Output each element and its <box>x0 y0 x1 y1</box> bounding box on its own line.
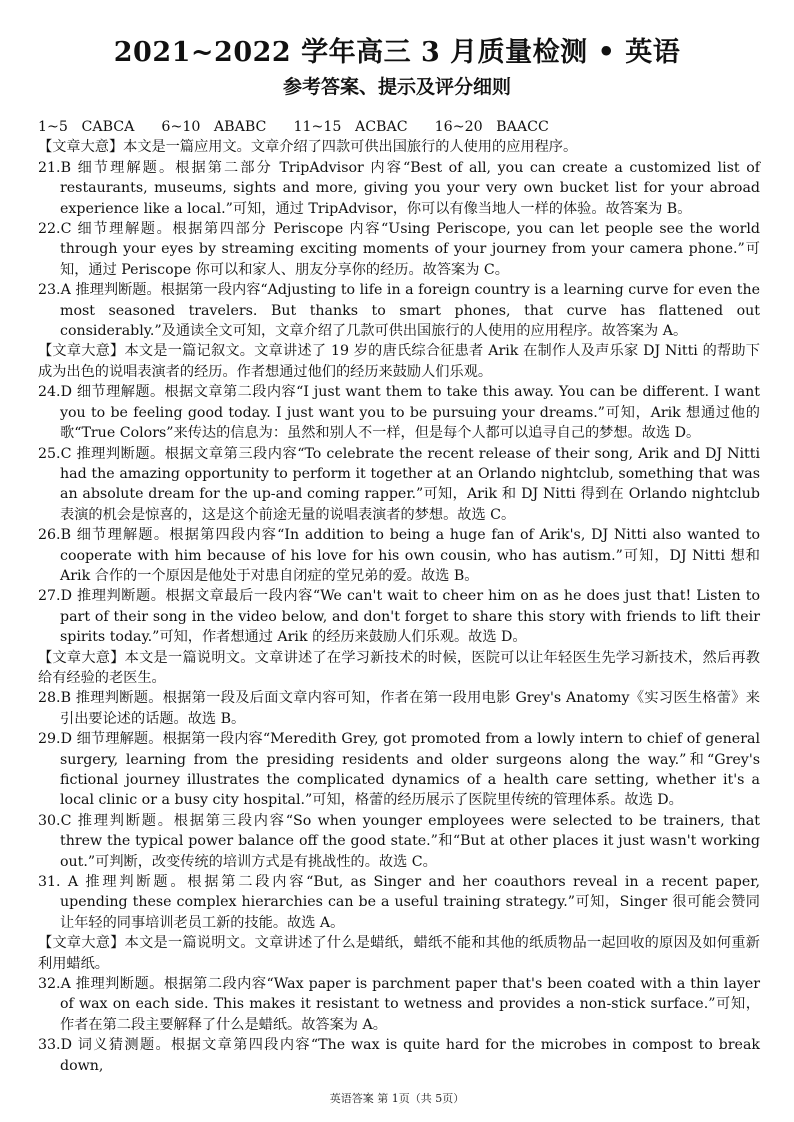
page-subtitle: 参考答案、提示及评分细则 <box>282 76 511 98</box>
summary-1: 【文章大意】本文是一篇应用文。文章介绍了四款可供出国旅行的人使用的应用程序。 <box>38 139 578 156</box>
answer-body <box>38 117 760 1076</box>
answer-22: 22.C 细节理解题。根据第四部分 Periscope 内容“Using Periscope, you can let people see the world through your eyes by streaming exciting moments of your journey from your camera phone.”可知，通过 Periscope 你可以和家人、朋友分享你的经历。故答案为 C。 <box>38 221 760 278</box>
answer-26: 26.B 细节理解题。根据第四段内容“In addition to being a huge fan of Arik's, DJ Nitti also wanted to cooperate with him because of his love for his own cousin, who has autism.”可知，DJ Nitti 想和 Arik 合作的一个原因是他处于对患自闭症的堂兄弟的爱。故选 B。 <box>38 527 760 584</box>
page-footer: 英语答案 第 1页（共 5页） <box>329 1092 465 1105</box>
answer-30: 30.C 推理判断题。根据第三段内容“So when younger employees were selected to be trainers, that threw the typical power balance off the good state.”和“But at other places it just wasn't working out.”可判断，改变传统的培训方式是有挑战性的。故选 C。 <box>38 812 760 870</box>
summary-4: 【文章大意】本文是一篇说明文。文章讲述了什么是蜡纸，蜡纸不能和其他的纸质物品一起回收的原因及如何重新利用蜡纸。 <box>38 935 760 972</box>
answer-31: 31. A 推理判断题。根据第二段内容“But, as Singer and her coauthors reveal in a recent paper, upending these complex hierarchies can be a useful training strategy.”可知，Singer 很可能会赞同让年轻的同事培训老员工新的技能。故选 A。 <box>38 874 760 931</box>
answer-29: 29.D 细节理解题。根据第一段内容“Meredith Grey, got promoted from a lowly intern to chief of general surgery, learning from the presiding residents and older surgeons along the way.”和“Grey's fictional journey illustrates the complicated dynamics of a health care setting, whether it's a local clinic or a busy city hospital.”可知，格蕾的经历展示了医院里传统的管理体系。故选 D。 <box>38 731 760 809</box>
answer-21: 21.B 细节理解题。根据第二部分 TripAdvisor 内容“Best of all, you can create a customized list of restaurants, museums, sights and more, giving you your very own bucket list for your abroad experience like a local.”可知，通过 TripAdvisor，你可以有像当地人一样的体验。故答案为 B。 <box>38 159 760 217</box>
answer-25: 25.C 推理判断题。根据文章第三段内容“To celebrate the recent release of their song, Arik and DJ Nitti had the amazing opportunity to perform it together at an Orlando nightclub, something that was an absolute dream for the up-and coming rapper.”可知，Arik 和 DJ Nitti 得到在 Orlando nightclub 表演的机会是惊喜的，这是这个前途无量的说唱表演者的梦想。故选 C。 <box>38 445 760 523</box>
answer-keys-line: 1~5 CABCA 6~10 ABABC 11~15 ACBAC 16~20 BAACC <box>38 119 549 135</box>
answer-27: 27.D 推理判断题。根据文章最后一段内容“We can't wait to cheer him on as he does just that! Listen to part of their song in the video below, and don't forget to share this story with friends to lift their spirits today.”可知，作者想通过 Arik 的经历来鼓励人们乐观。故选 D。 <box>38 588 760 646</box>
answer-24: 24.D 细节理解题。根据文章第二段内容“I just want them to take this away. You can be different. I want you to be feeling good today. I just want you to be pursuing your dreams.”可知，Arik 想通过他的歌“True Colors”来传达的信息为：虽然和别人不一样，但是每个人都可以追寻自己的梦想。故选 D。 <box>38 384 760 442</box>
answer-28: 28.B 推理判断题。根据第一段及后面文章内容可知，作者在第一段用电影 Grey's Anatomy《实习医生格蕾》来引出要论述的话题。故选 B。 <box>38 690 760 727</box>
summary-3: 【文章大意】本文是一篇说明文。文章讲述了在学习新技术的时候，医院可以让年轻医生先学习新技术，然后再教给有经验的老医生。 <box>38 649 760 686</box>
page-title: 2021~2022 学年高三 3 月质量检测 • 英语 <box>113 37 681 68</box>
answer-23: 23.A 推理判断题。根据第一段内容“Adjusting to life in a foreign country is a learning curve for even the most seasoned travelers. But thanks to smart phones, that curve has flattened out considerably.”及通读全文可知，文章介绍了几款可供出国旅行的人使用的应用程序。故答案为 A。 <box>38 282 760 340</box>
summary-2: 【文章大意】本文是一篇记叙文。文章讲述了 19 岁的唐氏综合征患者 Arik 在制作人及声乐家 DJ Nitti 的帮助下成为出色的说唱表演者的经历。作者想通过他们的经历来鼓励人们乐观。 <box>38 343 760 380</box>
answer-32: 32.A 推理判断题。根据第二段内容“Wax paper is parchment paper that's been coated with a thin layer of wax on each side. This makes it resistant to wetness and provides a non-stick surface.”可知，作者在第二段主要解释了什么是蜡纸。故答案为 A。 <box>38 976 760 1033</box>
answer-33: 33.D 词义猜测题。根据文章第四段内容“The wax is quite hard for the microbes in compost to break down, <box>38 1037 760 1074</box>
